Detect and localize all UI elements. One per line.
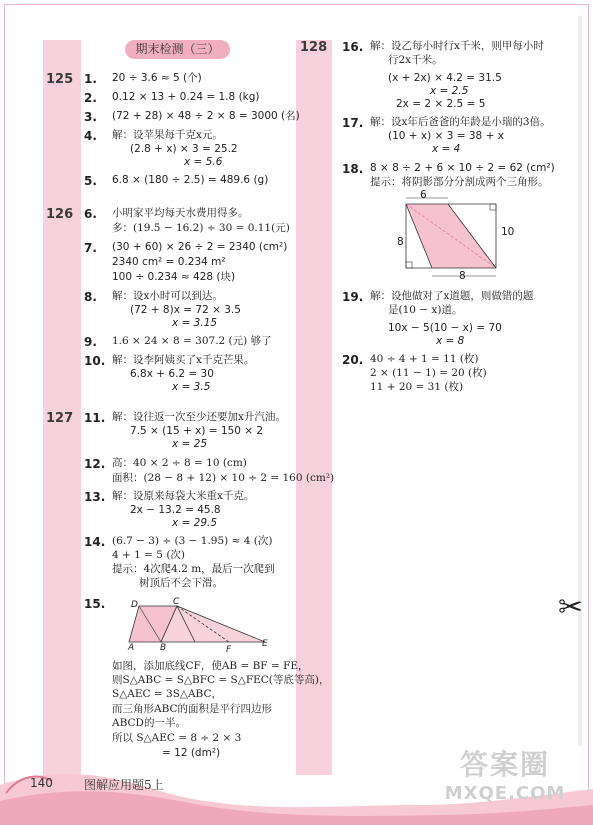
question-number: 5. xyxy=(84,174,97,188)
page-marker-126: 126 xyxy=(46,207,74,222)
answer-line: 高：40 × 2 ÷ 8 = 10 (cm) xyxy=(112,457,247,469)
answer-line: 10x − 5(10 − x) = 70 xyxy=(388,322,502,334)
question-number: 6. xyxy=(84,207,97,221)
answer-line: 解：设原来每袋大米重x千克。 xyxy=(112,490,255,502)
answer-line: (30 + 60) × 26 ÷ 2 = 2340 (cm²) xyxy=(112,241,288,253)
answer-line: x = 3.15 xyxy=(172,317,218,329)
answer-line: 100 ÷ 0.234 ≈ 428 (块) xyxy=(112,271,236,283)
question-number: 2. xyxy=(84,91,97,105)
answer-line: 解：设x小时可以到达。 xyxy=(112,290,223,302)
figure-label-bottom: 8 xyxy=(459,270,466,282)
figure-label-A: A xyxy=(128,643,135,653)
answer-line: 8 × 8 ÷ 2 + 6 × 10 ÷ 2 = 62 (cm²) xyxy=(370,162,555,174)
answer-line: 40 ÷ 4 + 1 = 11 (枚) xyxy=(370,353,479,365)
answer-line: x = 2.5 xyxy=(430,85,469,97)
answer-line: 而三角形ABC的面积是平行四边形 xyxy=(112,703,273,715)
figure-label-left: 8 xyxy=(397,236,404,248)
answer-line: 所以 S△AEC = 8 ÷ 2 × 3 xyxy=(112,732,242,744)
figure-label-C: C xyxy=(173,597,180,607)
page-number: 140 xyxy=(30,776,53,790)
answer-line: (6.7 − 3) ÷ (3 − 1.95) ≈ 4 (次) xyxy=(112,535,273,547)
figure-15-parallelogram xyxy=(125,596,285,652)
figure-label-F: F xyxy=(226,645,232,655)
question-number: 18. xyxy=(342,162,364,176)
answer-line: 2340 cm² = 0.234 m² xyxy=(112,256,226,268)
answer-line: 7.5 × (15 + x) = 150 × 2 xyxy=(130,425,264,437)
figure-label-B: B xyxy=(160,643,167,653)
question-number: 7. xyxy=(84,241,97,255)
page-marker-125: 125 xyxy=(46,72,74,87)
site-watermark xyxy=(430,748,580,818)
answer-line: (2.8 + x) × 3 = 25.2 xyxy=(130,143,238,155)
figure-label-right: 10 xyxy=(501,226,515,238)
question-number: 1. xyxy=(84,72,97,86)
question-number: 4. xyxy=(84,129,97,143)
figure-label-E: E xyxy=(262,639,268,649)
scissors-icon: ✂ xyxy=(558,590,584,625)
answer-line: 解：设他做对了x道题，则做错的题 xyxy=(370,290,534,302)
watermark-line2: MXQE.COM xyxy=(444,783,566,804)
answer-line: 1.6 × 24 × 8 = 307.2 (元) 够了 xyxy=(112,335,272,347)
book-title: 图解应用题5上 xyxy=(84,778,164,792)
figure-label-D: D xyxy=(131,600,138,610)
answer-line: 小明家平均每天水费用得多。 xyxy=(112,207,249,219)
answer-line: 树顶后不会下滑。 xyxy=(139,577,223,589)
answer-line: (10 + x) × 3 = 38 + x xyxy=(388,130,504,142)
answer-line: 4 + 1 = 5 (次) xyxy=(112,549,186,561)
answer-line: x = 25 xyxy=(172,438,208,450)
question-number: 15. xyxy=(84,597,106,611)
answer-line: (x + 2x) × 4.2 = 31.5 xyxy=(388,72,502,84)
question-number: 8. xyxy=(84,290,97,304)
answer-line: 6.8 × (180 ÷ 2.5) = 489.6 (g) xyxy=(112,174,269,186)
answer-line: 解：设x年后爸爸的年龄是小瑞的3倍。 xyxy=(370,116,551,128)
page-edge xyxy=(578,16,582,746)
answer-line: 则S△ABC = S△BFC = S△FEC(等底等高)， xyxy=(112,674,330,686)
answer-line: (72 + 28) × 48 ÷ 2 × 8 = 3000 (名) xyxy=(112,110,300,122)
answer-line: x = 8 xyxy=(436,335,465,347)
figure-label-top: 6 xyxy=(420,189,427,201)
answer-line: 解：设乙每小时行x千米，则甲每小时 xyxy=(370,40,544,52)
watermark-line1: 答案圈 xyxy=(459,748,550,781)
answer-line: 行2x千米。 xyxy=(388,54,443,66)
left-margin-column xyxy=(43,40,81,775)
question-number: 9. xyxy=(84,335,97,349)
section-title: 期末检测（三） xyxy=(125,40,230,59)
answer-line: 2 × (11 − 1) = 20 (枚) xyxy=(370,367,487,379)
answer-line: = 12 (dm²) xyxy=(162,747,221,759)
answer-line: x = 4 xyxy=(432,143,461,155)
question-number: 13. xyxy=(84,490,106,504)
answer-line: 0.12 × 13 + 0.24 = 1.8 (kg) xyxy=(112,91,260,103)
answer-line: 提示：4次爬4.2 m，最后一次爬到 xyxy=(112,563,275,575)
answer-line: 面积：(28 − 8 + 12) × 10 ÷ 2 = 160 (cm²) xyxy=(112,472,335,484)
answer-line: S△AEC = 3S△ABC， xyxy=(112,688,222,700)
answer-line: 解：设往返一次至少还要加x升汽油。 xyxy=(112,411,286,423)
answer-line: x = 29.5 xyxy=(172,517,218,529)
answer-line: ABCD的一半。 xyxy=(112,717,186,729)
answer-line: 20 ÷ 3.6 ≈ 5 (个) xyxy=(112,72,202,84)
answer-line: 2x = 2 × 2.5 = 5 xyxy=(396,98,486,110)
answer-line: 6.8x + 6.2 = 30 xyxy=(130,368,214,380)
answer-line: 是(10 − x)道。 xyxy=(388,304,463,316)
answer-line: x = 3.5 xyxy=(172,381,211,393)
question-number: 11. xyxy=(84,411,106,425)
answer-line: 提示：将阴影部分分割成两个三角形。 xyxy=(370,176,549,188)
question-number: 14. xyxy=(84,535,106,549)
answer-line: (72 + 8)x = 72 × 3.5 xyxy=(130,304,241,316)
answer-line: 11 + 20 = 31 (枚) xyxy=(370,381,464,393)
figure-18-shaded-shape xyxy=(398,192,508,284)
answer-line: 如图，添加底线CF，使AB = BF = FE， xyxy=(112,660,309,672)
answer-line: 多：(19.5 − 16.2) ÷ 30 = 0.11(元) xyxy=(112,222,290,234)
answer-line: 2x − 13.2 = 45.8 xyxy=(130,504,221,516)
question-number: 16. xyxy=(342,40,364,54)
question-number: 17. xyxy=(342,116,364,130)
question-number: 10. xyxy=(84,354,106,368)
page-marker-127: 127 xyxy=(46,411,74,426)
question-number: 19. xyxy=(342,290,364,304)
question-number: 12. xyxy=(84,457,106,471)
answer-line: x = 5.6 xyxy=(184,156,223,168)
page-marker-128: 128 xyxy=(300,40,328,55)
answer-line: 解：设李阿姨买了x千克芒果。 xyxy=(112,354,255,366)
answer-line: 解：设苹果每千克x元。 xyxy=(112,129,223,141)
question-number: 3. xyxy=(84,110,97,124)
question-number: 20. xyxy=(342,353,364,367)
